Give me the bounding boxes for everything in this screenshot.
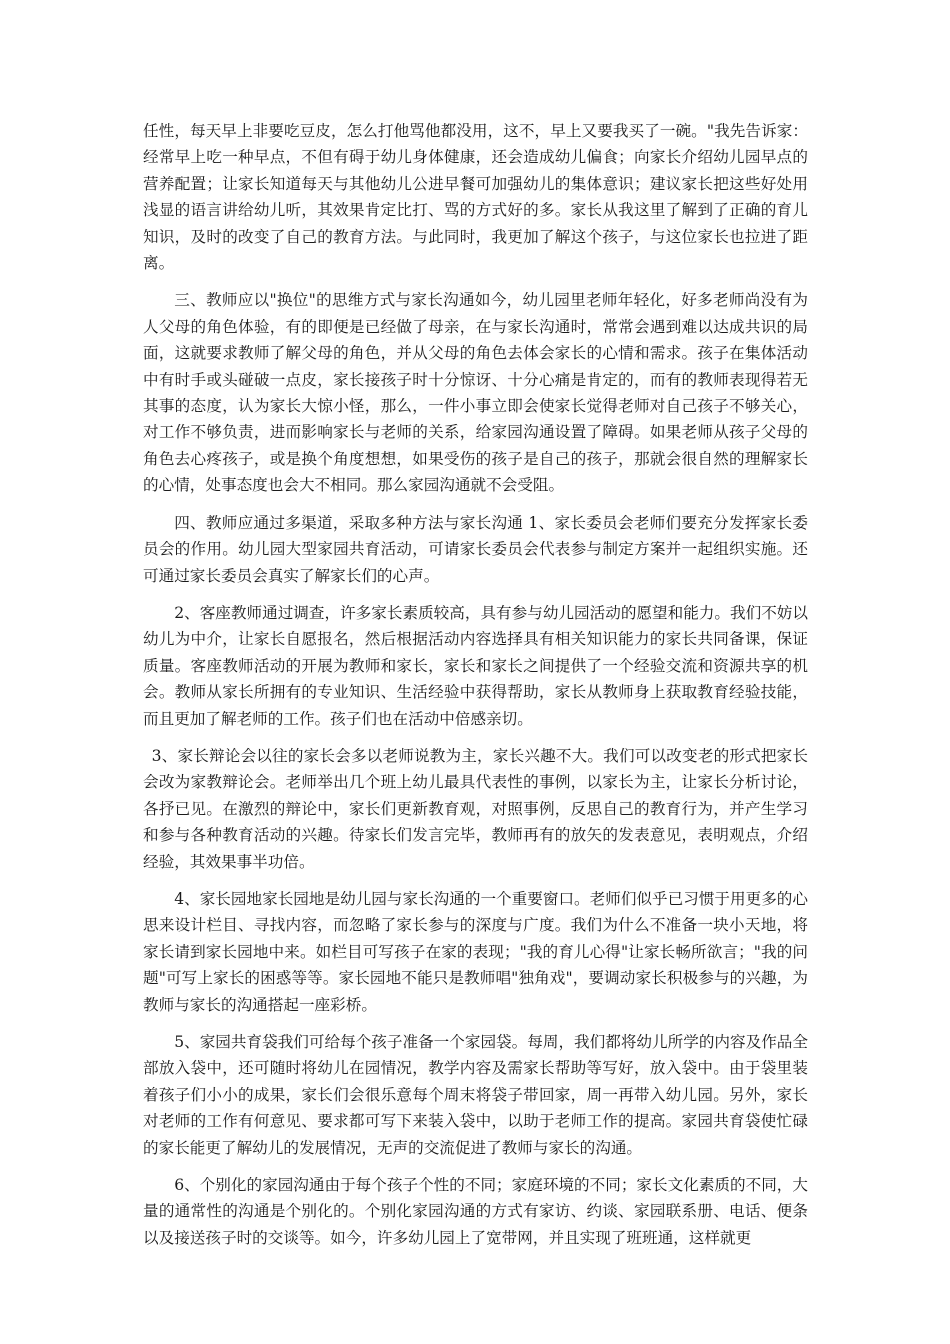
paragraph-parent-garden: 4、家长园地家长园地是幼儿园与家长沟通的一个重要窗口。老师们似乎已习惯于用更多的心思来设计栏目、寻找内容，而忽略了家长参与的深度与广度。我们为什么不准备一块小天地，将家长请到家长园地中来。如栏目可写孩子在家的表现；"我的育儿心得"让家长畅所欲言；"我的问题"可写上家长的困惑等等。家长园地不能只是教师唱"独角戏"，要调动家长积极参与的兴趣，为教师与家长的沟通搭起一座彩桥。 (143, 889, 808, 1014)
paragraph-section-three: 三、教师应以"换位"的思维方式与家长沟通如今，幼儿园里老师年轻化，好多老师尚没有为人父母的角色体验，有的即便是已经做了母亲，在与家长沟通时，常常会遇到难以达成共识的局面，这就要求教师了解父母的角色，并从父母的角色去体会家长的心情和需求。孩子在集体活动中有时手或头碰破一点皮，家长接孩子时十分惊讶、十分心痛是肯定的，而有的教师表现得若无其事的态度，认为家长大惊小怪，那么，一件小事立即会使家长觉得老师对自己孩子不够关心，对工作不够负责，进而影响家长与老师的关系，给家园沟通设置了障碍。如果老师从孩子父母的角色去心疼孩子，或是换个角度想想，如果受伤的孩子是自己的孩子，那就会很自然的理解家长的心情，处事态度也会大不相同。那么家园沟通就不会受阻。 (143, 291, 808, 495)
paragraph-individual-communication: 6、个别化的家园沟通由于每个孩子个性的不同；家庭环境的不同；家长文化素质的不同，大量的通常性的沟通是个别化的。个别化家园沟通的方式有家访、约谈、家园联系册、电话、便条以及接送孩子时的交谈等。如今，许多幼儿园上了宽带网，并且实现了班班通，这样就更 (143, 1176, 808, 1247)
paragraph-continuation: 任性，每天早上非要吃豆皮，怎么打他骂他都没用，这不，早上又要我买了一碗。"我先告诉家：经常早上吃一种早点，不但有碍于幼儿身体健康，还会造成幼儿偏食；向家长介绍幼儿园早点的营养配置；让家长知道每天与其他幼儿公进早餐可加强幼儿的集体意识；建议家长把这些好处用浅显的语言讲给幼儿听，其效果肯定比打、骂的方式好的多。家长从我这里了解到了正确的育儿知识，及时的改变了自己的教育方法。与此同时，我更加了解这个孩子，与这位家长也拉进了距离。 (143, 122, 808, 273)
document-page (143, 118, 808, 1262)
paragraph-home-school-bag: 5、家园共育袋我们可给每个孩子准备一个家园袋。每周，我们都将幼儿所学的内容及作品全部放入袋中，还可随时将幼儿在园情况，教学内容及需家长帮助等写好，放入袋中。由于袋里装着孩子们小小的成果，家长们会很乐意每个周末将袋子带回家，周一再带入幼儿园。另外，家长对老师的工作有何意见、要求都可写下来装入袋中，以助于老师工作的提高。家园共育袋使忙碌的家长能更了解幼儿的发展情况，无声的交流促进了教师与家长的沟通。 (143, 1033, 808, 1157)
paragraph-parent-debate: 3、家长辩论会以往的家长会多以老师说教为主，家长兴趣不大。我们可以改变老的形式把家长会改为家教辩论会。老师举出几个班上幼儿最具代表性的事例，以家长为主，让家长分析讨论，各抒已见。在激烈的辩论中，家长们更新教育观，对照事例，反思自己的教育行为，并产生学习和参与各种教育活动的兴趣。待家长们发言完毕，教师再有的放矢的发表意见，表明观点，介绍经验，其效果事半功倍。 (143, 746, 808, 871)
paragraph-guest-teacher: 2、客座教师通过调查，许多家长素质较高，具有参与幼儿园活动的愿望和能力。我们不妨以幼儿为中介，让家长自愿报名，然后根据活动内容选择具有相关知识能力的家长共同备课，保证质量。客座教师活动的开展为教师和家长，家长和家长之间提供了一个经验交流和资源共享的机会。教师从家长所拥有的专业知识、生活经验中获得帮助，家长从教师身上获取教育经验技能，而且更加了解老师的工作。孩子们也在活动中倍感亲切。 (143, 603, 808, 728)
paragraph-section-four: 四、教师应通过多渠道，采取多种方法与家长沟通 1、家长委员会老师们要充分发挥家长委员会的作用。幼儿园大型家园共育活动，可请家长委员会代表参与制定方案并一起组织实施。还可通过家长委员会真实了解家长们的心声。 (143, 513, 808, 585)
